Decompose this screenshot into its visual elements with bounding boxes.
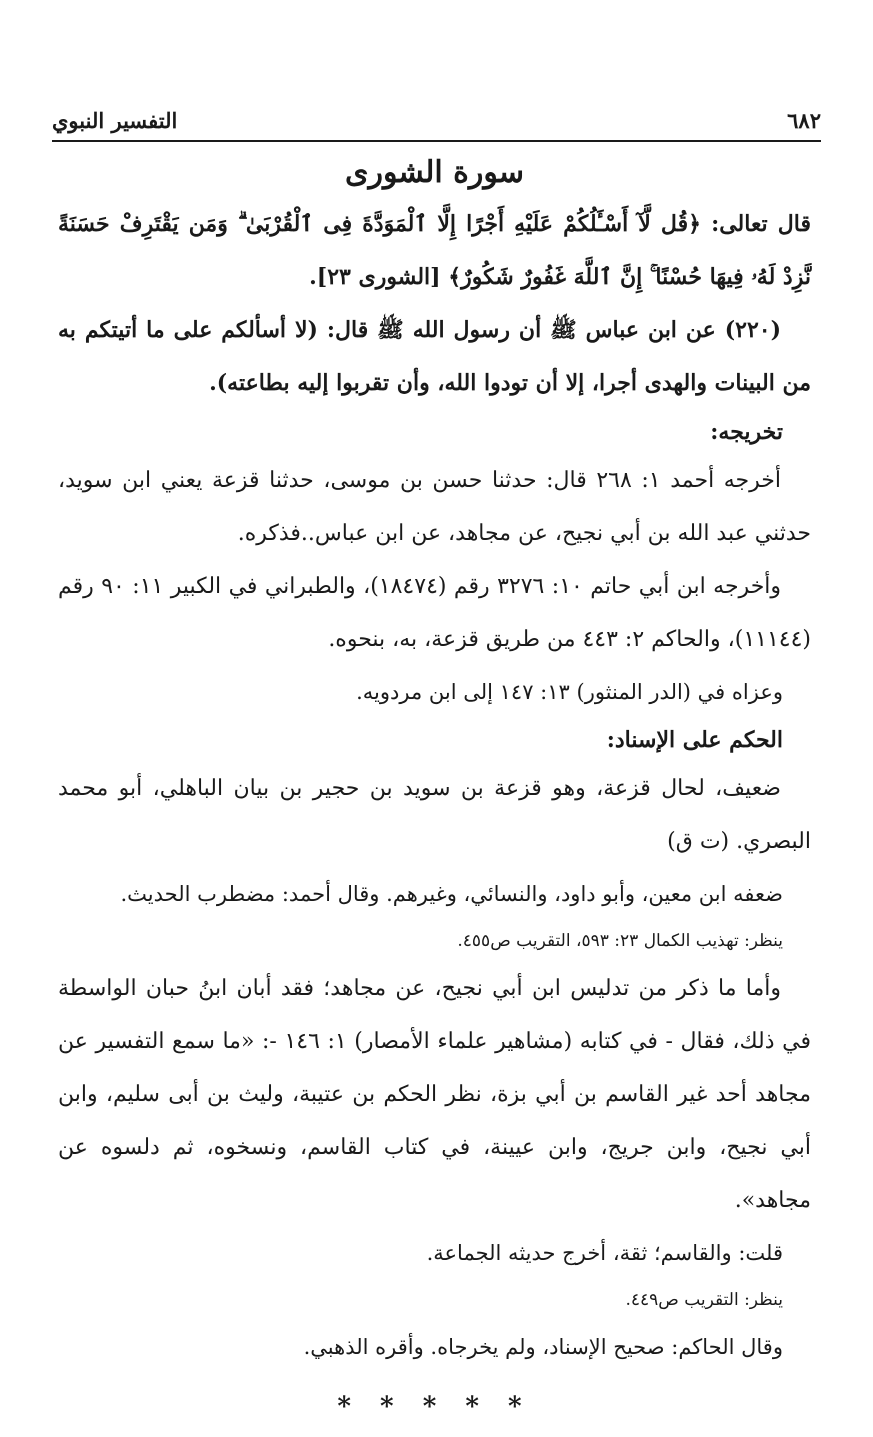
reference-note-2: ينظر: التقريب ص٤٤٩.	[625, 1290, 783, 1310]
hukm-paragraph-1: ضعيف، لحال قزعة، وهو قزعة بن سويد بن حجير بن بيان الباهلي، أبو محمد البصري. (ت ق)	[58, 776, 811, 854]
takhrij-paragraph-1: أخرجه أحمد ١: ٢٦٨ قال: حدثنا حسن بن موسى، حدثنا قزعة يعني ابن سويد، حدثني عبد الله بن أبي نجيح، عن مجاهد، عن ابن عباس..فذكره.	[58, 468, 811, 546]
reference-note-1: ينظر: تهذيب الكمال ٢٣: ٥٩٣، التقريب ص٤٥٥.	[457, 931, 783, 951]
section-separator: * * * * *	[337, 1392, 532, 1422]
hukm-paragraph-2: ضعفه ابن معين، وأبو داود، والنسائي، وغيرهم. وقال أحمد: مضطرب الحديث.	[120, 882, 783, 906]
page-number: ٦٨٢	[787, 107, 821, 133]
hukm-paragraph-4: قلت: والقاسم؛ ثقة، أخرج حديثه الجماعة.	[426, 1241, 783, 1265]
takhrij-paragraph-2: وأخرجه ابن أبي حاتم ١٠: ٣٢٧٦ رقم (١٨٤٧٤)، والطبراني في الكبير ١١: ٩٠ رقم (١١١٤٤)، والحاكم ٢: ٤٤٣ من طريق قزعة، به، بنحوه.	[58, 574, 811, 652]
header-divider	[52, 140, 821, 142]
takhrij-heading: تخريجه:	[710, 419, 783, 445]
hukm-heading: الحكم على الإسناد:	[606, 727, 783, 753]
surah-title: سورة الشورى	[345, 155, 524, 190]
book-title: التفسير النبوي	[52, 107, 178, 133]
hukm-paragraph-3: وأما ما ذكر من تدليس ابن أبي نجيح، عن مجاهد؛ فقد أبان ابنُ حبان الواسطة في ذلك، فقال - في كتابه (مشاهير علماء الأمصار) ١: ١٤٦ -: «ما سمع التفسير عن مجاهد أحد غير القاسم بن أبي بزة، نظر الحكم بن عتيبة، وليث بن أبى سليم، وابن أبي نجيح، وابن جريج، وابن عيينة، في كتاب القاسم، ونسخوه، ثم دلسوه عن مجاهد».	[58, 976, 811, 1213]
hadith-text: (٢٢٠) عن ابن عباس ﷺ أن رسول الله ﷺ قال: (لا أسألكم على ما أتيتكم به من البينات والهدى أجرا، إلا أن تودوا الله، وأن تقربوا إليه بطاعته).	[58, 317, 811, 396]
quran-verse: قال تعالى: ﴿قُل لَّآ أَسْـَٔلُكُمْ عَلَيْهِ أَجْرًا إِلَّا ٱلْمَوَدَّةَ فِى ٱلْقُرْبَىٰ ۗ وَمَن يَقْتَرِفْ حَسَنَةً نَّزِدْ لَهُۥ فِيهَا حُسْنًا ۚ إِنَّ ٱللَّهَ غَفُورٌ شَكُورٌ﴾ [الشورى ٢٣].	[58, 211, 811, 290]
takhrij-paragraph-3: وعزاه في (الدر المنثور) ١٣: ١٤٧ إلى ابن مردويه.	[356, 680, 783, 704]
page-body	[58, 150, 811, 1437]
hukm-paragraph-5: وقال الحاكم: صحيح الإسناد، ولم يخرجاه. وأقره الذهبي.	[303, 1335, 783, 1359]
page-header	[52, 102, 821, 138]
